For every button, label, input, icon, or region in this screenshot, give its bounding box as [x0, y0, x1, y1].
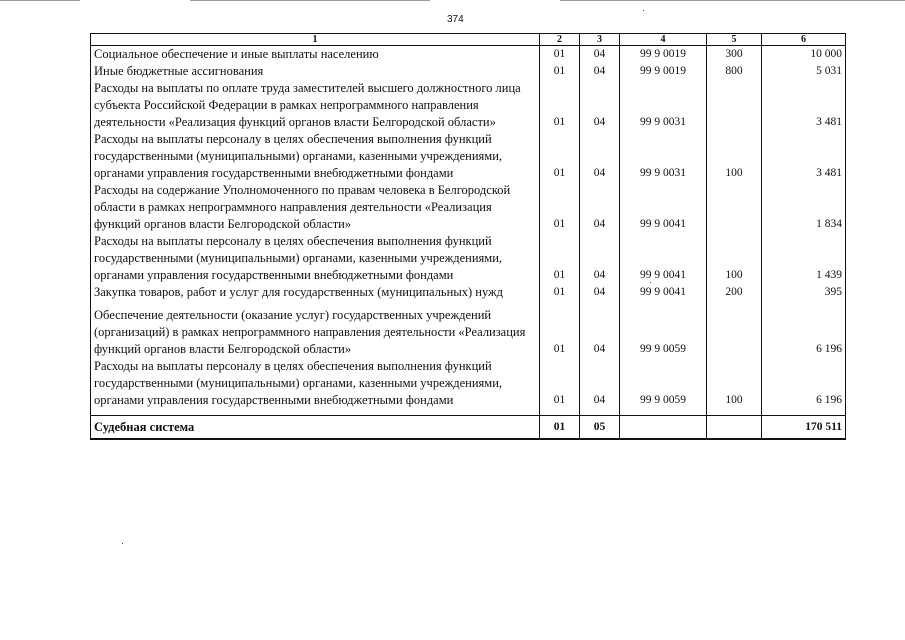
row-amount: 1 834: [762, 182, 846, 233]
total-row: [91, 416, 846, 440]
row-target-article: 99 9 0041: [620, 233, 707, 284]
header-col-6: 6: [762, 34, 846, 46]
row-subsection: 04: [580, 307, 620, 358]
row-section: 01: [540, 182, 580, 233]
row-target-article: 99 9 0041: [620, 182, 707, 233]
row-name: Обеспечение деятельности (оказание услуг) государственных учреждений (организаций) в рамках непрограммного направления деятельности «Реализация функций органов власти Белгородской области»: [91, 307, 540, 358]
row-target-article: 99 9 0059: [620, 307, 707, 358]
row-name: Социальное обеспечение и иные выплаты населению: [91, 46, 540, 64]
row-expense-type: 100: [707, 358, 762, 409]
row-expense-type: 100: [707, 131, 762, 182]
row-expense-type: 100: [707, 233, 762, 284]
row-subsection: 04: [580, 358, 620, 409]
row-section: 01: [540, 284, 580, 301]
header-col-5: 5: [707, 34, 762, 46]
table-row: [91, 80, 846, 131]
row-name: Расходы на выплаты персоналу в целях обеспечения выполнения функций государственными (муниципальными) органами, казенными учреждениями, органами управления государственными внебюджетными фондами: [91, 358, 540, 409]
table-body: [91, 46, 846, 440]
row-section: 01: [540, 307, 580, 358]
row-target-article: 99 9 0059: [620, 358, 707, 409]
row-amount: 1 439: [762, 233, 846, 284]
row-amount: 395: [762, 284, 846, 301]
row-target-article: 99 9 0031: [620, 80, 707, 131]
row-subsection: 04: [580, 46, 620, 64]
row-expense-type: 200: [707, 284, 762, 301]
table-row: [91, 307, 846, 358]
row-target-article: 99 9 0031: [620, 131, 707, 182]
scan-speck: [643, 10, 644, 11]
header-col-4: 4: [620, 34, 707, 46]
row-expense-type: [707, 307, 762, 358]
table-row: [91, 233, 846, 284]
row-subsection: 04: [580, 63, 620, 80]
row-name: Расходы на выплаты по оплате труда заместителей высшего должностного лица субъекта Российской Федерации в рамках непрограммного направления деятельности «Реализация функций органов власти Белгородской области»: [91, 80, 540, 131]
header-col-2: 2: [540, 34, 580, 46]
row-target-article: 99 9 0019: [620, 63, 707, 80]
row-expense-type: 800: [707, 63, 762, 80]
scan-edge-left: [0, 0, 80, 1]
row-amount: 10 000: [762, 46, 846, 64]
row-name: Расходы на выплаты персоналу в целях обеспечения выполнения функций государственными (муниципальными) органами, казенными учреждениями, органами управления государственными внебюджетными фондами: [91, 131, 540, 182]
row-section: 01: [540, 233, 580, 284]
row-name: Расходы на выплаты персоналу в целях обеспечения выполнения функций государственными (муниципальными) органами, казенными учреждениями, органами управления государственными внебюджетными фондами: [91, 233, 540, 284]
scan-edge-mid: [190, 0, 430, 1]
row-amount: 3 481: [762, 131, 846, 182]
page-number: 374: [447, 14, 464, 25]
row-amount: 3 481: [762, 80, 846, 131]
row-expense-type: [707, 80, 762, 131]
total-expense-type: [707, 416, 762, 440]
row-amount: 6 196: [762, 358, 846, 409]
row-subsection: 04: [580, 233, 620, 284]
table-row: [91, 358, 846, 409]
total-name: Судебная система: [91, 416, 540, 440]
row-amount: 6 196: [762, 307, 846, 358]
row-target-article: 99 9 0041: [620, 284, 707, 301]
row-name: Закупка товаров, работ и услуг для государственных (муниципальных) нужд: [91, 284, 540, 301]
row-subsection: 04: [580, 80, 620, 131]
total-section: 01: [540, 416, 580, 440]
row-section: 01: [540, 131, 580, 182]
total-amount: 170 511: [762, 416, 846, 440]
total-target-article: [620, 416, 707, 440]
row-target-article: 99 9 0019: [620, 46, 707, 64]
scan-edge-right: [560, 0, 905, 1]
table-row: [91, 131, 846, 182]
table-header: [91, 34, 846, 46]
table-row: [91, 63, 846, 80]
row-section: 01: [540, 63, 580, 80]
header-row: [91, 34, 846, 46]
row-name: Иные бюджетные ассигнования: [91, 63, 540, 80]
scan-speck: [650, 282, 651, 283]
row-section: 01: [540, 80, 580, 131]
row-expense-type: [707, 182, 762, 233]
table-row: [91, 284, 846, 301]
header-col-3: 3: [580, 34, 620, 46]
scan-speck: [122, 543, 123, 544]
row-subsection: 04: [580, 284, 620, 301]
table-row: [91, 182, 846, 233]
row-section: 01: [540, 358, 580, 409]
row-amount: 5 031: [762, 63, 846, 80]
row-expense-type: 300: [707, 46, 762, 64]
table-row: [91, 46, 846, 64]
row-section: 01: [540, 46, 580, 64]
row-name: Расходы на содержание Уполномоченного по правам человека в Белгородской области в рамках непрограммного направления деятельности «Реализация функций органов власти Белгородской области»: [91, 182, 540, 233]
total-subsection: 05: [580, 416, 620, 440]
budget-table: [90, 33, 846, 440]
row-subsection: 04: [580, 131, 620, 182]
header-col-1: 1: [91, 34, 540, 46]
row-subsection: 04: [580, 182, 620, 233]
